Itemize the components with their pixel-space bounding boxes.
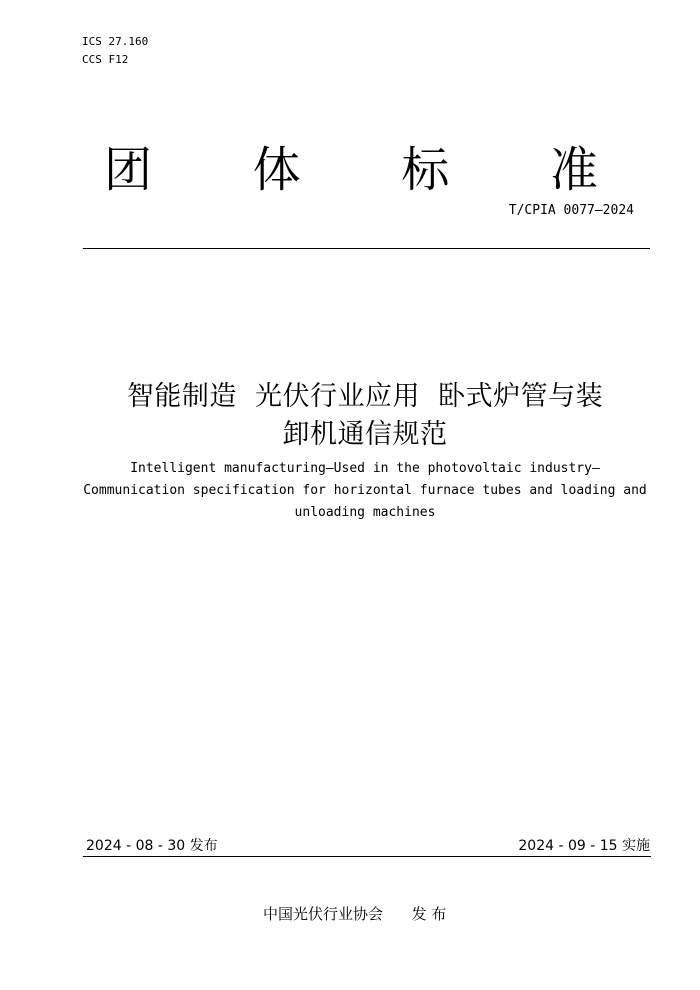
document-type-title: [104, 140, 598, 200]
title-char-2: 体: [252, 142, 301, 198]
title-char-4: 准: [549, 142, 598, 198]
title-char-3: 标: [401, 142, 450, 198]
english-title-line-1: Intelligent manufacturing—Used in the photovoltaic industry—: [130, 461, 600, 476]
chinese-title: [70, 378, 660, 454]
english-title: [60, 458, 670, 524]
bottom-divider: [83, 856, 651, 857]
ccs-code: CCS F12: [82, 53, 129, 66]
issuing-organization: 中国光伏行业协会 发 布: [263, 905, 447, 923]
english-title-line-2: Communication specification for horizontal furnace tubes and loading and: [83, 483, 647, 498]
standard-number: T/CPIA 0077—2024: [508, 203, 634, 218]
top-divider: [83, 248, 650, 249]
english-title-line-3: unloading machines: [294, 505, 436, 520]
ics-code: ICS 27.160: [82, 35, 149, 48]
publish-date: 2024 - 08 - 30 发布: [86, 838, 218, 854]
implementation-date: 2024 - 09 - 15 实施: [518, 838, 650, 854]
chinese-title-line-1: 智能制造 光伏行业应用 卧式炉管与装: [126, 381, 604, 412]
title-char-1: 团: [104, 142, 153, 198]
chinese-title-line-2: 卸机通信规范: [282, 419, 448, 450]
